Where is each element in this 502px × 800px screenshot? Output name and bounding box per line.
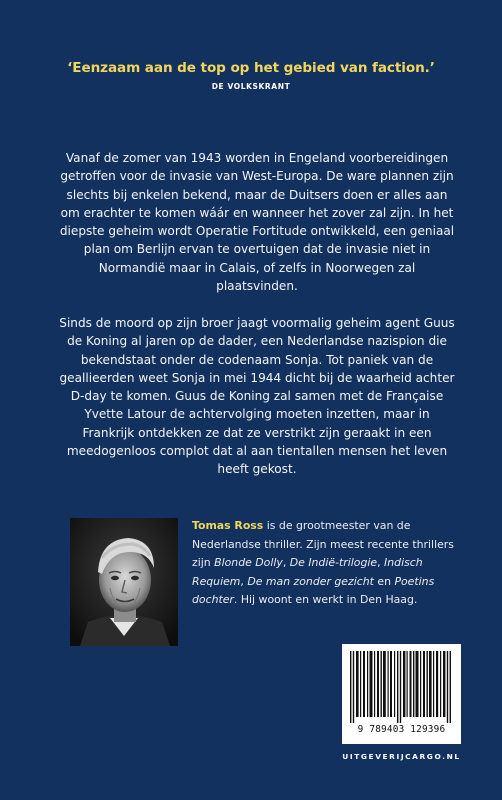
author-name: Tomas Ross — [192, 519, 264, 532]
book-title-poetins-dochter: Poetins dochter — [192, 574, 435, 606]
separator: , — [282, 556, 290, 569]
author-photo — [70, 518, 178, 646]
isbn-number: 9 789403 129396 — [357, 724, 446, 735]
author-bio — [192, 517, 454, 610]
quote-text: ‘Eenzaam aan de top op het gebied van faction.’ — [67, 60, 435, 76]
separator: en — [373, 574, 395, 588]
separator: , — [377, 556, 385, 569]
book-title-indie-trilogie: De Indië-trilogie — [289, 556, 378, 569]
quote-source: DE VOLKSKRANT — [211, 82, 291, 91]
publisher-url: UITGEVERIJCARGO.NL — [342, 752, 461, 761]
author-bio-part-1: is de grootmeester van de Nederlandse thriller. Zijn meest recente thrillers zijn — [192, 519, 454, 569]
book-title-blonde-dolly: Blonde Dolly — [214, 556, 283, 569]
book-title-de-man-zonder-gezicht: De man zonder gezicht — [247, 574, 374, 588]
barcode-icon — [350, 651, 453, 723]
blurb-paragraph-1: Vanaf de zomer van 1943 worden in Engeland voorbereidingen getroffen voor de invasie van West-Europa. De ware plannen zijn slechts bij enkelen bekend, maar de Duitsers doen er alles aan om erachter te komen wáár en wanneer het zover zal zijn. In het diepste geheim wordt Operatie Fortitude ontwikkeld, een geniaal plan om Berlijn ervan te overtuigen dat de invasie niet in Normandië maar in Calais, of zelfs in Noorwegen zal plaatsvinden. — [59, 151, 455, 294]
barcode-box — [342, 644, 461, 744]
blurb-paragraph-2: Sinds de moord op zijn broer jaagt voormalig geheim agent Guus de Koning al jaren op de dader, een Nederlandse nazispion die bekendstaat onder de codenaam Sonja. Tot paniek van de geallieerden weet Sonja in mei 1944 dicht bij de waarheid achter D-day te komen. Guus de Koning zal samen met de Française Yvette Latour de achtervolging moeten inzetten, maar in Frankrijk ontdekken ze dat ze verstrikt zijn geraakt in een meedogenloos complot dat al aan tientallen mensen het leven heeft gekost. — [59, 315, 455, 477]
book-title-indisch-requiem: Indisch Requiem — [192, 556, 423, 588]
blurb — [58, 149, 456, 497]
author-bio-part-2: . Hij woont en werkt in Den Haag. — [233, 593, 418, 606]
separator: , — [240, 574, 248, 588]
